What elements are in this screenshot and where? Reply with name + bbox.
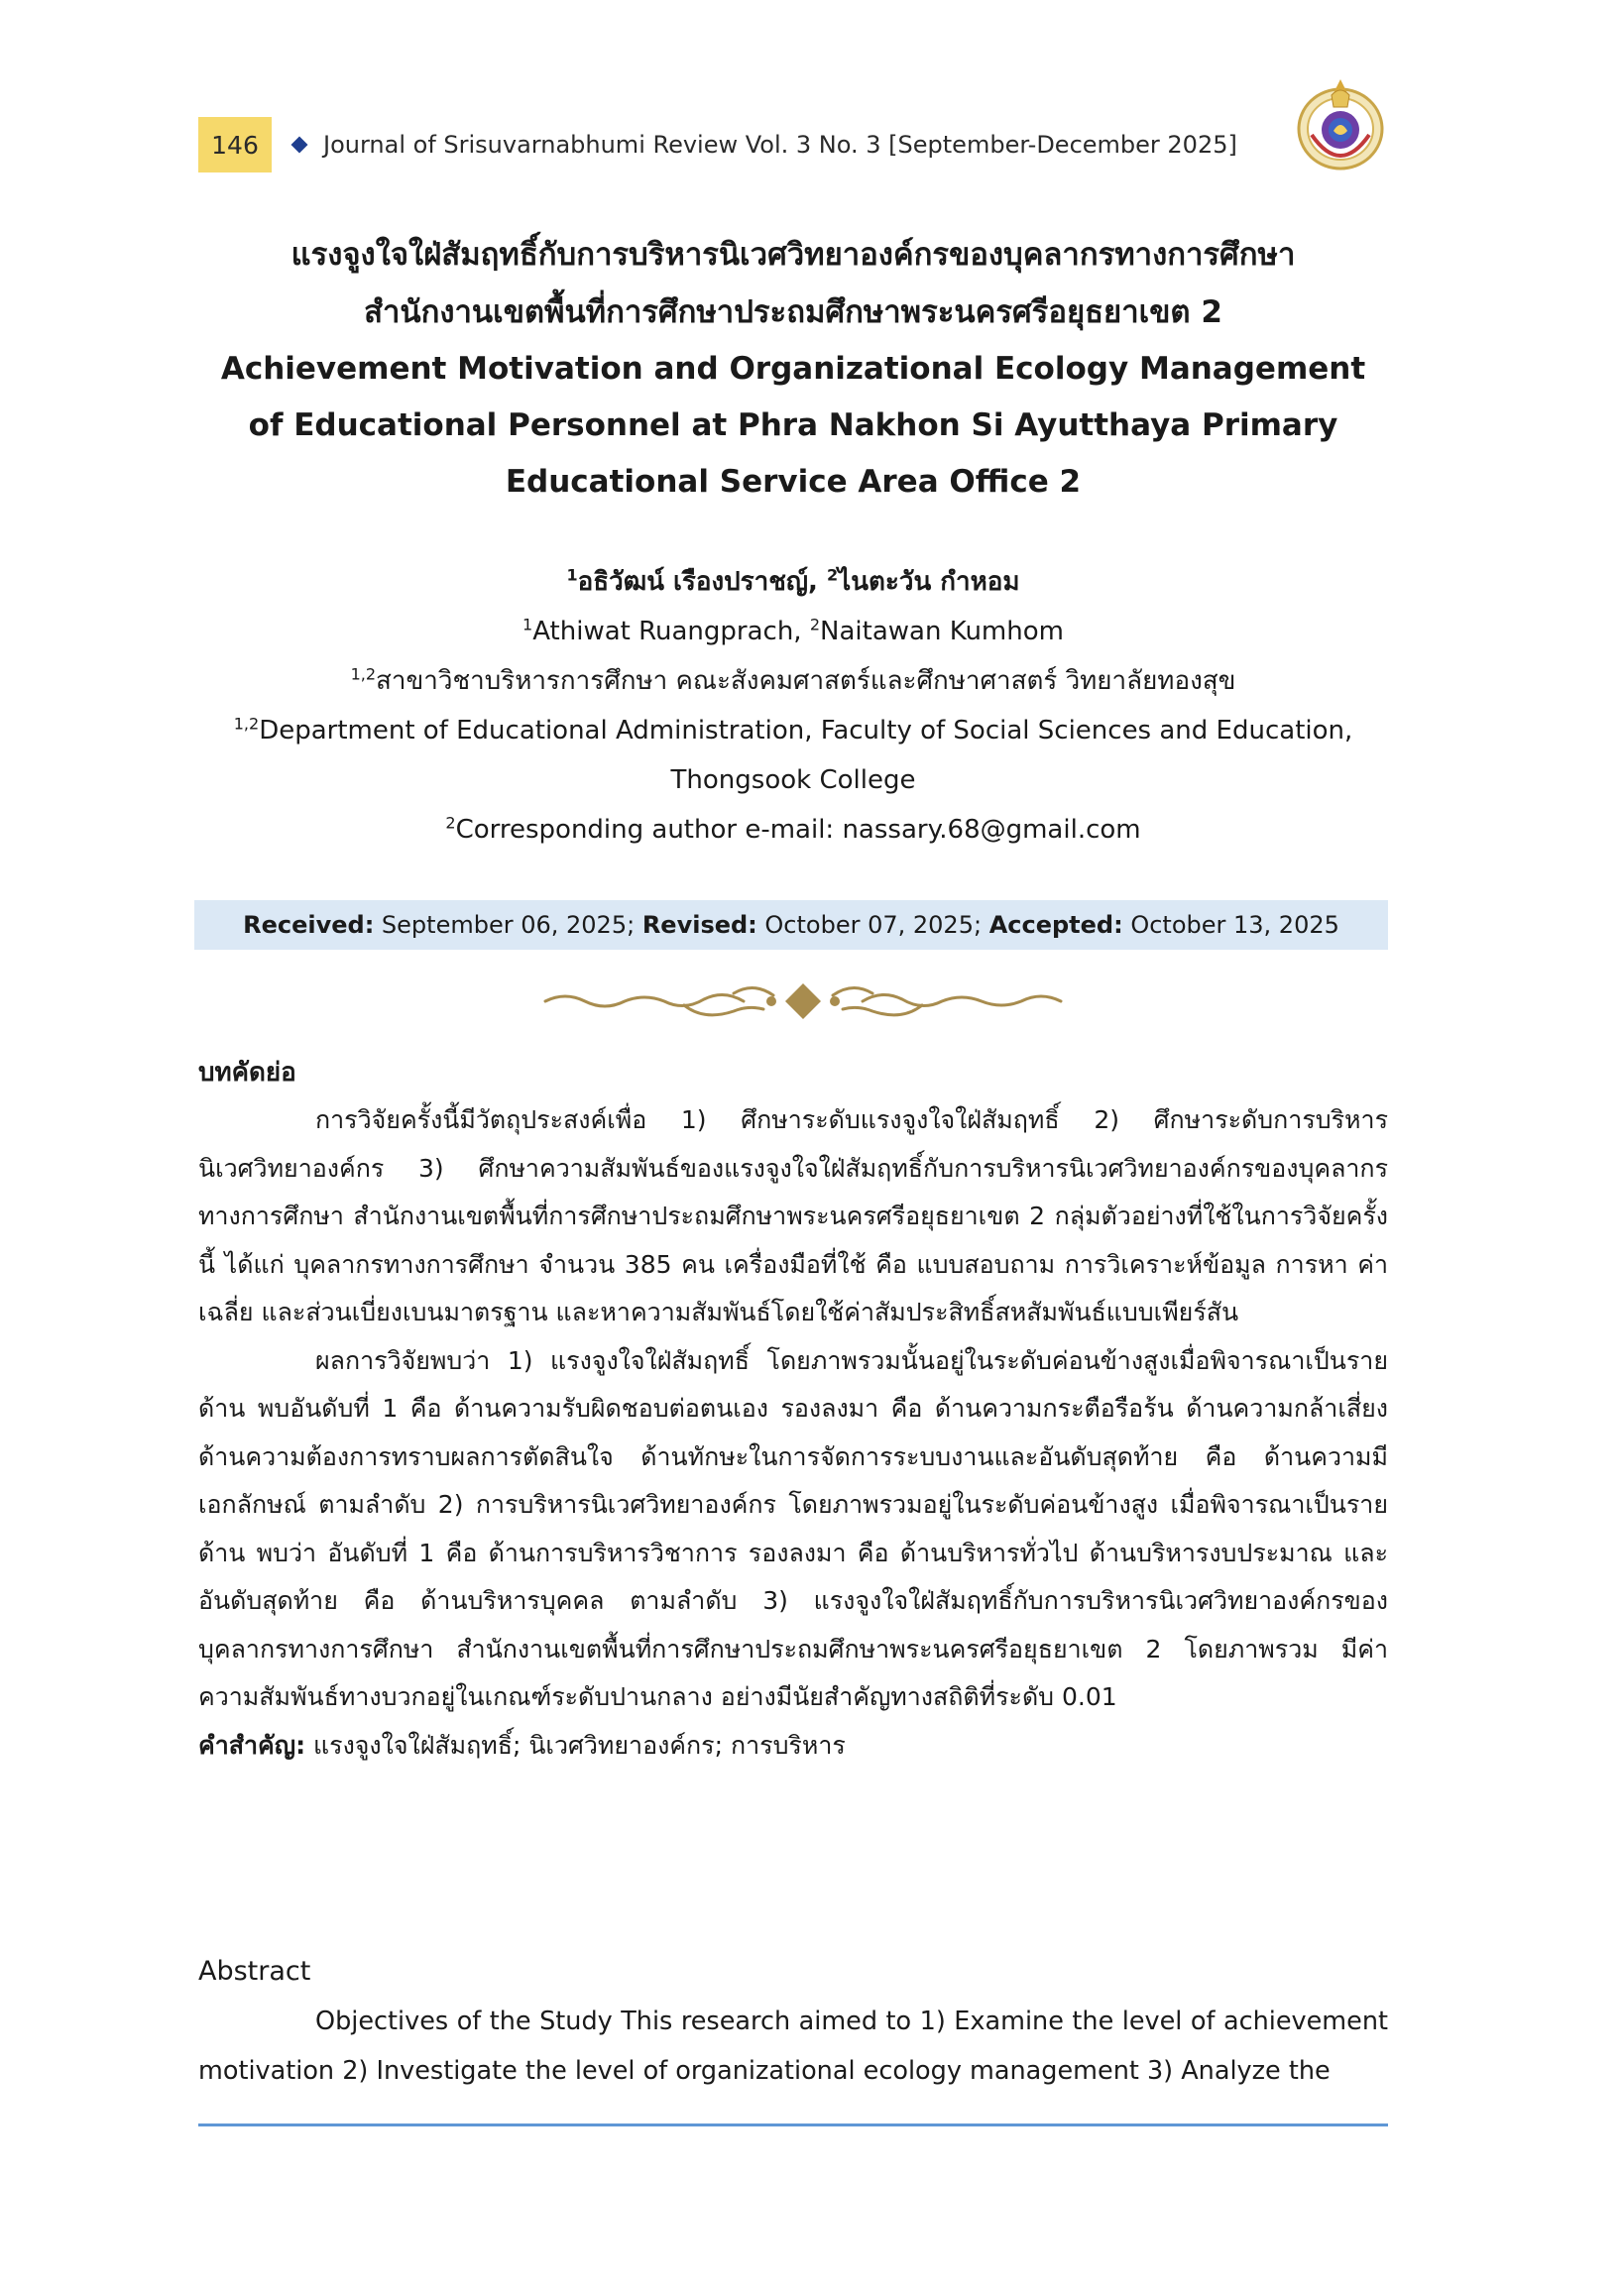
- thai-authors: [198, 557, 1388, 607]
- english-affiliation: [198, 706, 1388, 755]
- english-abstract-paragraph-1: [198, 1997, 1388, 2096]
- thai-abstract-text-2: ผลการวิจัยพบว่า 1) แรงจูงใจใฝ่สัมฤทธิ์ โดยภาพรวมนั้นอยู่ในระดับค่อนข้างสูงเมื่อพิจารณาเป็นรายด้าน พบอันดับที่ 1 คือ ด้านความรับผิดชอบต่อตนเอง รองลงมา คือ ด้านความกระตือรือร้น ด้านความกล้าเสี่ยง ด้านความต้องการทราบผลการตัดสินใจ ด้านทักษะในการจัดการระบบงานและอันดับสุดท้าย คือ ด้านความมีเอกลักษณ์ ตามลำดับ 2) การบริหารนิเวศวิทยาองค์กร โดยภาพรวมอยู่ในระดับค่อนข้างสูง เมื่อพิจารณาเป็นรายด้าน พบว่า อันดับที่ 1 คือ ด้านการบริหารวิชาการ รองลงมา คือ ด้านบริหารทั่วไป ด้านบริหารงบประมาณ และอันดับสุดท้าย คือ ด้านบริหารบุคคล ตามลำดับ 3) แรงจูงใจใฝ่สัมฤทธิ์กับการบริหารนิเวศวิทยาองค์กรของบุคลากรทางการศึกษา สำนักงานเขตพื้นที่การศึกษาประถมศึกษาพระนครศรีอยุธยาเขต 2 โดยภาพรวม มีค่าความสัมพันธ์ทางบวกอยู่ในเกณฑ์ระดับปานกลาง อย่างมีนัยสำคัญทางสถิติที่ระดับ 0.01: [198, 1345, 1388, 1711]
- english-title-line-2: of Educational Personnel at Phra Nakhon Si Ayutthaya Primary: [248, 407, 1338, 443]
- received-date: September 06, 2025;: [374, 911, 642, 939]
- english-abstract-text-1: Objectives of the Study This research aimed to 1) Examine the level of achievement motivation 2) Investigate the level of organizational ecology management 3) Analyze the: [198, 2007, 1388, 2086]
- ornamental-divider-icon: [535, 972, 1071, 1027]
- submission-dates-bar: [194, 900, 1388, 950]
- english-abstract-heading: Abstract: [198, 1956, 311, 1987]
- affiliation-marker: 1,2: [350, 664, 377, 684]
- affiliation-marker: 2: [809, 615, 821, 634]
- thai-affiliation-text: สาขาวิชาบริหารการศึกษา คณะสังคมศาสตร์และศึกษาศาสตร์ วิทยาลัยทองสุข: [376, 666, 1236, 696]
- revised-date: October 07, 2025;: [756, 911, 989, 939]
- thai-abstract-paragraph-1: [198, 1096, 1388, 1337]
- thai-keywords: [198, 1722, 1388, 1771]
- thai-title-line-2: สำนักงานเขตพื้นที่การศึกษาประถมศึกษาพระนครศรีอยุธยาเขต 2: [364, 294, 1222, 330]
- keywords-text: แรงจูงใจใฝ่สัมฤทธิ์; นิเวศวิทยาองค์กร; การบริหาร: [305, 1730, 846, 1760]
- affiliation-marker: 1: [522, 615, 533, 634]
- thai-abstract-paragraph-2: [198, 1337, 1388, 1722]
- english-title-line-3: Educational Service Area Office 2: [505, 464, 1082, 500]
- keywords-label: คำสำคัญ:: [198, 1730, 306, 1760]
- thai-abstract-section: [198, 1049, 1388, 1770]
- english-author-2: Naitawan Kumhom: [820, 617, 1064, 646]
- affiliation-marker: 2: [827, 565, 839, 585]
- corresponding-email[interactable]: Corresponding author e-mail: nassary.68@gmail.com: [455, 815, 1141, 845]
- corresponding-author: [198, 805, 1388, 855]
- accepted-label: Accepted:: [988, 911, 1123, 939]
- english-affiliation-line-2: Thongsook College: [670, 765, 916, 795]
- english-affiliation-line-1: Department of Educational Administration, Faculty of Social Sciences and Education,: [259, 716, 1353, 746]
- received-label: Received:: [243, 911, 375, 939]
- thai-title-line-1: แรงจูงใจใฝ่สัมฤทธิ์กับการบริหารนิเวศวิทยาองค์กรของบุคลากรทางการศึกษา: [290, 237, 1296, 273]
- college-seal-icon: [1294, 73, 1387, 172]
- running-header: [198, 117, 1237, 172]
- affiliation-marker: 1: [566, 565, 578, 585]
- author-block: [198, 557, 1388, 855]
- title-block: [198, 226, 1388, 511]
- journal-citation: Journal of Srisuvarnabhumi Review Vol. 3 No. 3 [September-December 2025]: [323, 131, 1237, 159]
- accepted-date: October 13, 2025: [1122, 911, 1339, 939]
- affiliation-marker: 2: [445, 813, 456, 833]
- english-author-1: Athiwat Ruangprach,: [532, 617, 802, 646]
- english-abstract-section: [198, 1947, 1388, 2096]
- thai-abstract-heading: บทคัดย่อ: [198, 1058, 296, 1088]
- thai-affiliation: [198, 656, 1388, 706]
- bullet-diamond-icon: [291, 137, 308, 154]
- page-number: 146: [198, 117, 272, 172]
- revised-label: Revised:: [641, 911, 757, 939]
- english-authors: [198, 607, 1388, 656]
- affiliation-marker: 1,2: [233, 714, 260, 734]
- thai-author-1: อธิวัฒน์ เรืองปราชญ์,: [577, 567, 818, 597]
- thai-author-2: ไนตะวัน กำหอม: [838, 567, 1020, 597]
- thai-abstract-text-1: การวิจัยครั้งนี้มีวัตถุประสงค์เพื่อ 1) ศึกษาระดับแรงจูงใจใฝ่สัมฤทธิ์ 2) ศึกษาระดับการบริหารนิเวศวิทยาองค์กร 3) ศึกษาความสัมพันธ์ของแรงจูงใจใฝ่สัมฤทธิ์กับการบริหารนิเวศวิทยาองค์กรของบุคลากรทางการศึกษา สำนักงานเขตพื้นที่การศึกษาประถมศึกษาพระนครศรีอยุธยาเขต 2 กลุ่มตัวอย่างที่ใช้ในการวิจัยครั้งนี้ ได้แก่ บุคลากรทางการศึกษา จำนวน 385 คน เครื่องมือที่ใช้ คือ แบบสอบถาม การวิเคราะห์ข้อมูล การหา ค่าเฉลี่ย และส่วนเบี่ยงเบนมาตรฐาน และหาความสัมพันธ์โดยใช้ค่าสัมประสิทธิ์สหสัมพันธ์แบบเพียร์สัน: [198, 1105, 1388, 1326]
- footer-rule: [198, 2123, 1388, 2126]
- english-title-line-1: Achievement Motivation and Organizational Ecology Management: [220, 351, 1366, 387]
